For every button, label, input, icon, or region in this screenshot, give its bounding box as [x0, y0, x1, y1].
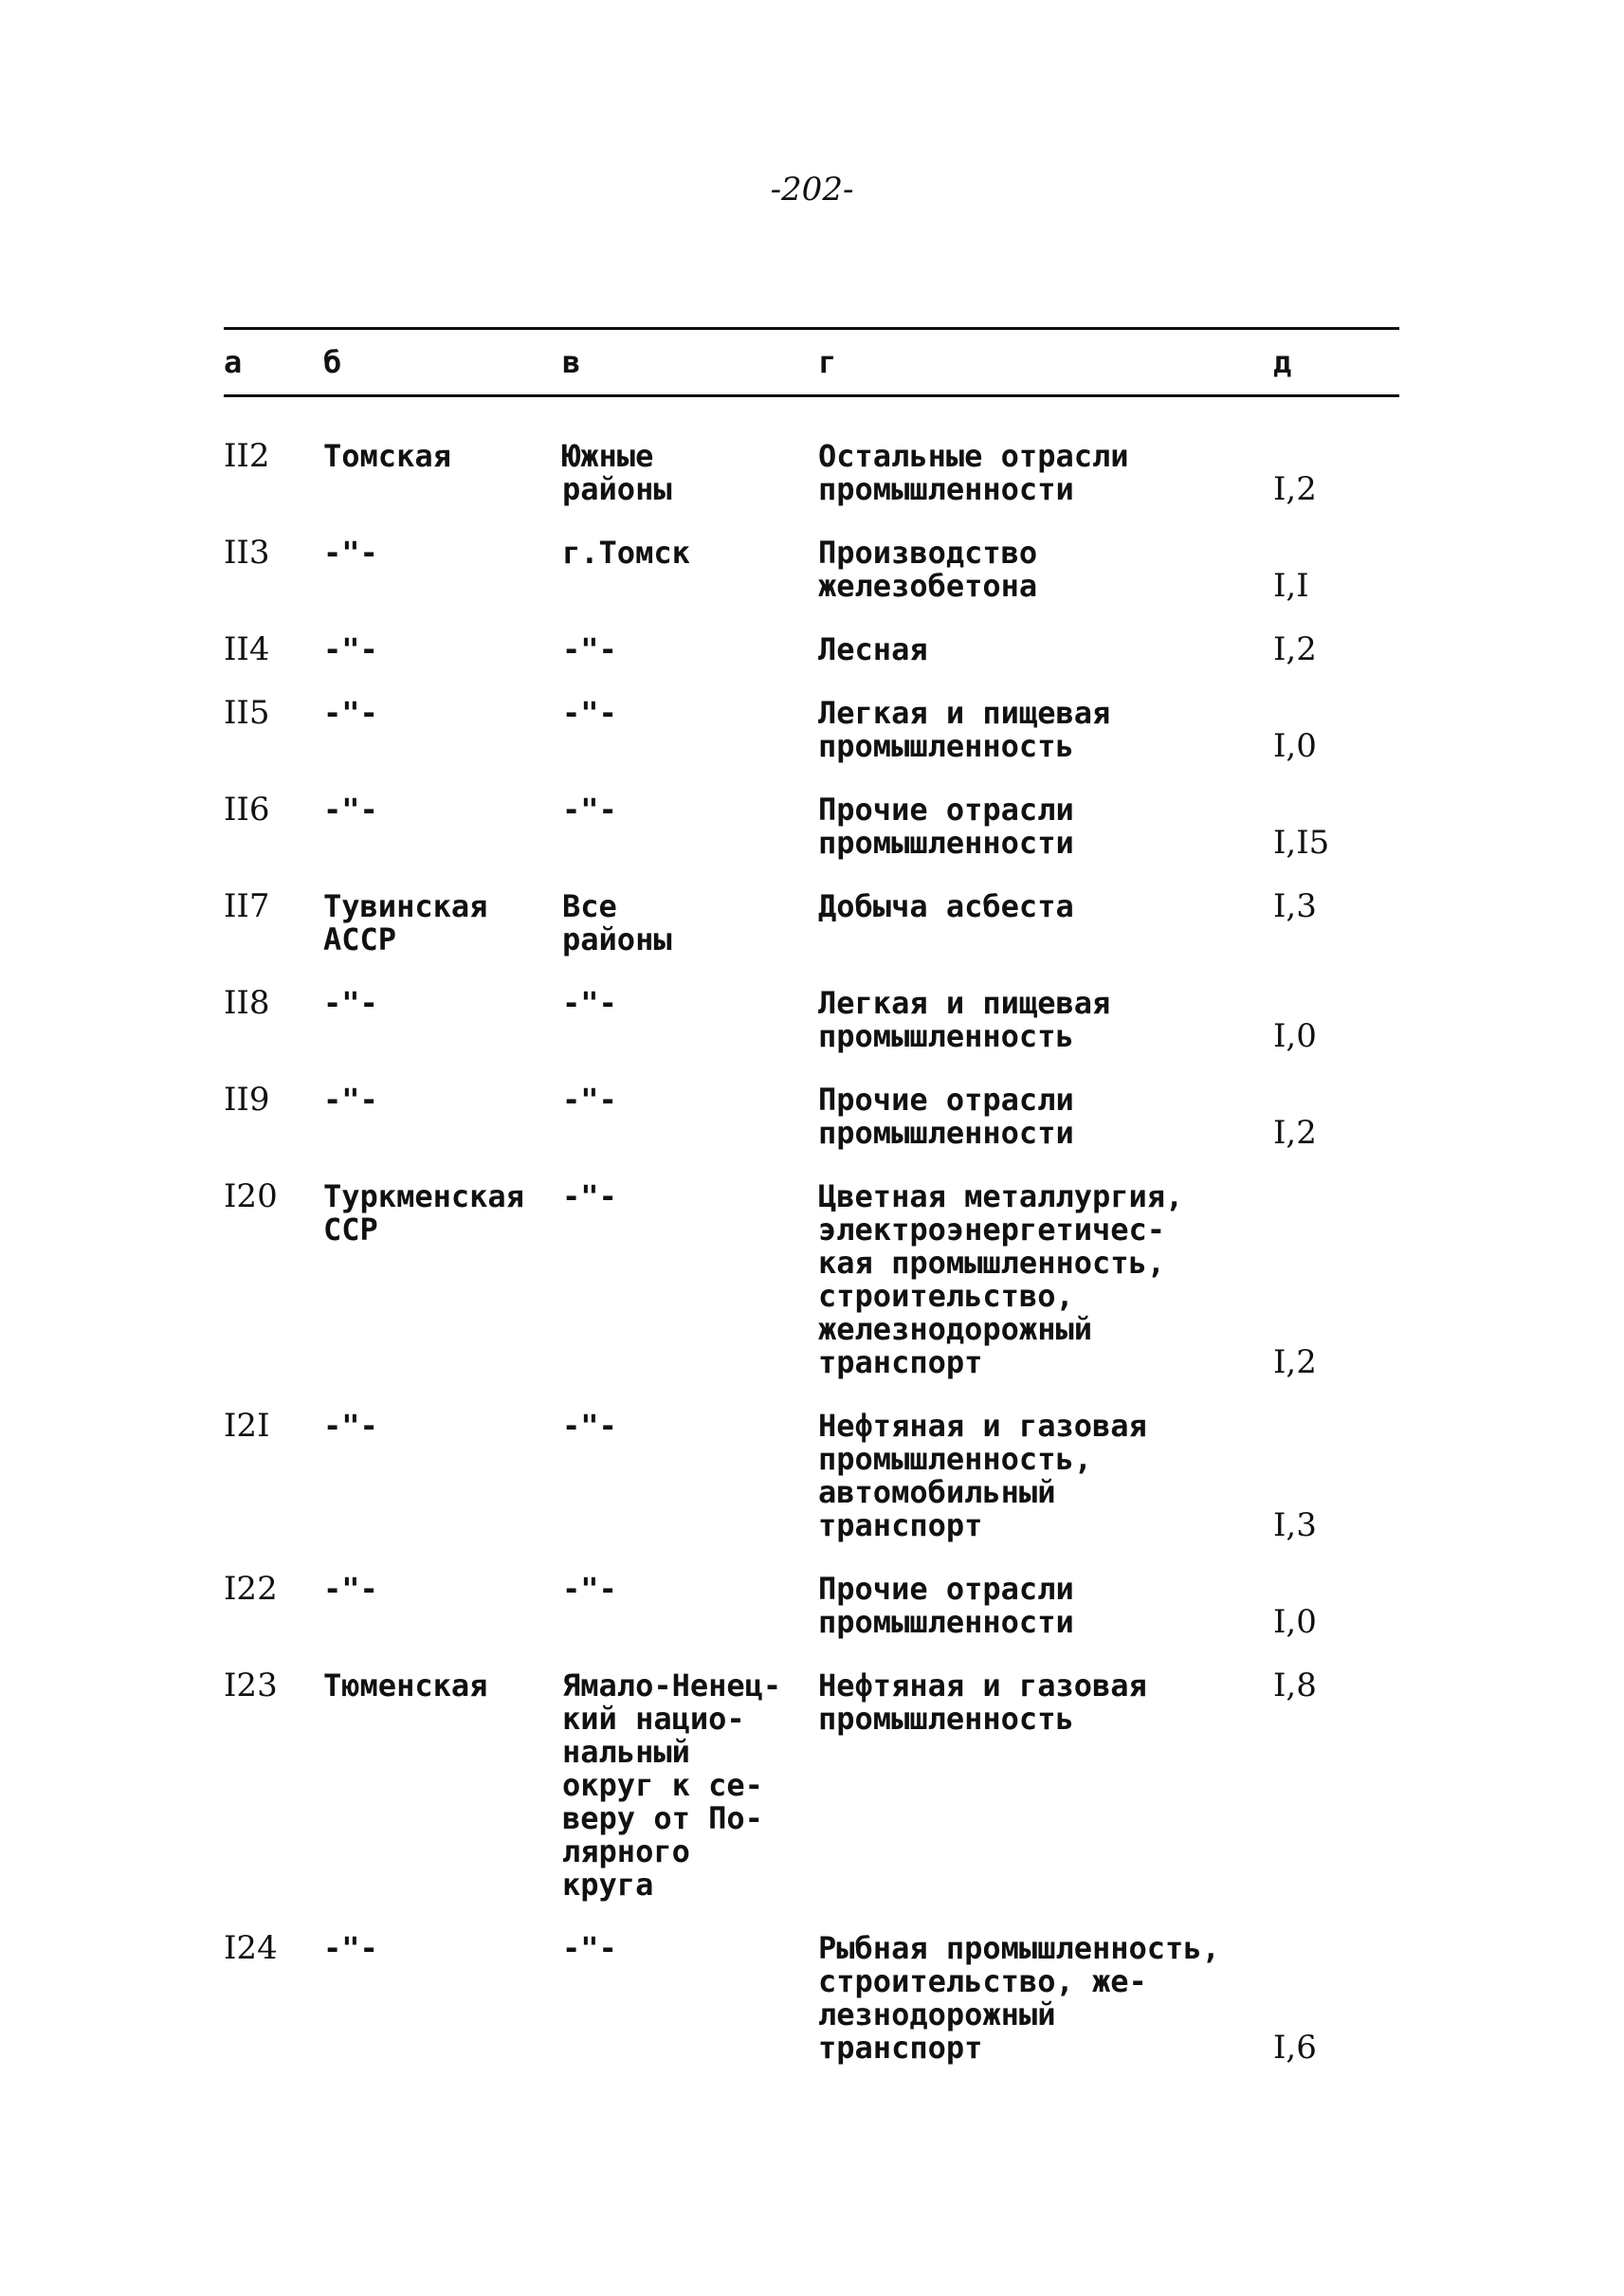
area-cell: -"-: [562, 1082, 617, 1118]
area-cell: -"-: [562, 1930, 617, 1966]
coefficient-cell: I,3: [1273, 887, 1317, 925]
coefficient-cell: I,I: [1273, 567, 1309, 605]
industry-cell: Прочие отрасли промышленности: [818, 1082, 1074, 1151]
row-number: II8: [224, 984, 270, 1022]
row-number: I23: [224, 1667, 278, 1704]
row-number: I2I: [224, 1407, 270, 1445]
industry-cell: Прочие отрасли промышленности: [818, 1571, 1074, 1640]
region-cell: Томская: [323, 438, 451, 474]
area-cell: Все районы: [562, 888, 672, 957]
area-cell: -"-: [562, 1178, 617, 1214]
table-row: [224, 534, 1399, 605]
area-cell: -"-: [562, 1571, 617, 1607]
area-cell: Южные районы: [562, 438, 672, 507]
table-row: [224, 1177, 1399, 1381]
area-cell: -"-: [562, 985, 617, 1021]
data-table: [224, 327, 1399, 2095]
region-cell: -"-: [323, 1930, 378, 1966]
area-cell: -"-: [562, 792, 617, 828]
header-row: [224, 330, 1399, 394]
row-number: II4: [224, 630, 270, 668]
region-cell: -"-: [323, 535, 378, 571]
row-number: I24: [224, 1929, 278, 1967]
table-row: [224, 1669, 1399, 1902]
header-d: г: [818, 344, 837, 380]
industry-cell: Добыча асбеста: [818, 888, 1074, 924]
coefficient-cell: I,8: [1273, 1667, 1317, 1704]
header-a: а: [224, 344, 243, 380]
region-cell: -"-: [323, 792, 378, 828]
table-body: [224, 397, 1399, 2065]
region-cell: -"-: [323, 1571, 378, 1607]
row-number: I22: [224, 1570, 278, 1608]
region-cell: -"-: [323, 1408, 378, 1444]
region-cell: Тувинская АССР: [323, 888, 488, 957]
region-cell: -"-: [323, 985, 378, 1021]
industry-cell: Нефтяная и газовая промышленность, автомобильный транспорт: [818, 1408, 1147, 1543]
industry-cell: Нефтяная и газовая промышленность: [818, 1667, 1147, 1737]
industry-cell: Производство железобетона: [818, 535, 1038, 604]
industry-cell: Легкая и пищевая промышленность: [818, 985, 1111, 1054]
table-row: [224, 984, 1399, 1055]
coefficient-cell: I,3: [1273, 1506, 1317, 1544]
table-row: [224, 694, 1399, 765]
coefficient-cell: I,6: [1273, 2029, 1317, 2067]
area-cell: г.Томск: [562, 535, 690, 571]
row-number: II3: [224, 534, 270, 572]
industry-cell: Цветная металлургия, электроэнергетичес- кая промышленность, строительство, железнодорожный транспорт: [818, 1178, 1184, 1380]
row-number: II9: [224, 1081, 270, 1119]
table-row: [224, 630, 1399, 668]
table-row: [224, 1570, 1399, 1641]
row-number: II5: [224, 694, 270, 732]
industry-cell: Прочие отрасли промышленности: [818, 792, 1074, 861]
industry-cell: Лесная: [818, 631, 928, 667]
region-cell: -"-: [323, 631, 378, 667]
coefficient-cell: I,I5: [1273, 824, 1330, 862]
page-number: -202-: [770, 171, 854, 209]
table-row: [224, 1081, 1399, 1152]
table-row: [224, 793, 1399, 860]
coefficient-cell: I,2: [1273, 470, 1317, 508]
area-cell: Ямало-Ненец- кий нацио- нальный округ к се- веру от По- лярного круга: [562, 1667, 782, 1903]
table-row: [224, 887, 1399, 957]
coefficient-cell: I,0: [1273, 1603, 1317, 1641]
row-number: II2: [224, 437, 270, 475]
area-cell: -"-: [562, 631, 617, 667]
industry-cell: Остальные отрасли промышленности: [818, 438, 1129, 507]
header-e: д: [1273, 344, 1292, 380]
header-b: б: [323, 344, 342, 380]
area-cell: -"-: [562, 1408, 617, 1444]
table-row: [224, 1407, 1399, 1544]
coefficient-cell: I,0: [1273, 1017, 1317, 1055]
coefficient-cell: I,2: [1273, 630, 1317, 668]
industry-cell: Рыбная промышленность, строительство, же- лезнодорожный транспорт: [818, 1930, 1220, 2066]
header-c: в: [562, 344, 581, 380]
table-row: [224, 1929, 1399, 2067]
coefficient-cell: I,2: [1273, 1343, 1317, 1381]
region-cell: -"-: [323, 1082, 378, 1118]
region-cell: -"-: [323, 695, 378, 731]
region-cell: Тюменская: [323, 1667, 488, 1704]
coefficient-cell: I,2: [1273, 1114, 1317, 1152]
area-cell: -"-: [562, 695, 617, 731]
table-row: [224, 437, 1399, 508]
row-number: II7: [224, 887, 270, 925]
coefficient-cell: I,0: [1273, 727, 1317, 765]
row-number: I20: [224, 1177, 278, 1215]
row-number: II6: [224, 791, 270, 829]
industry-cell: Легкая и пищевая промышленность: [818, 695, 1111, 764]
region-cell: Туркменская ССР: [323, 1178, 524, 1248]
